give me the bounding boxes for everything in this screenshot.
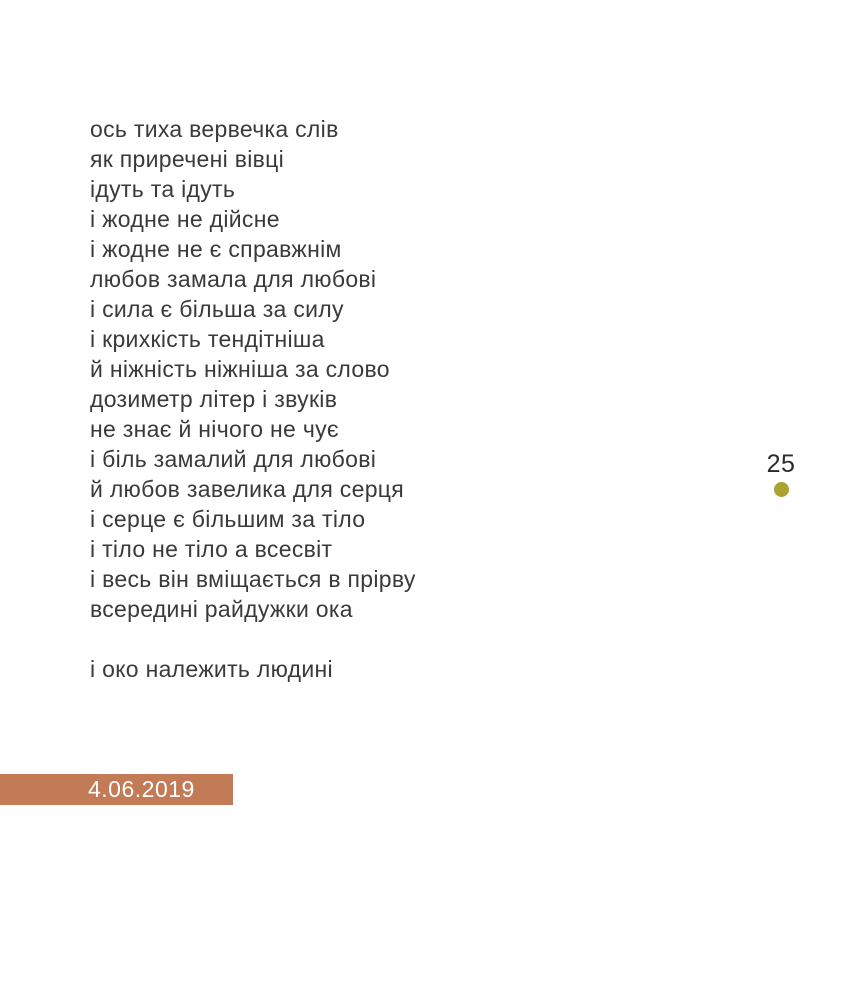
poem-line: і око належить людині: [90, 656, 333, 682]
page-marker: [757, 450, 805, 497]
poem-line: любов замала для любові: [90, 266, 377, 292]
poem-line: і тіло не тіло а всесвіт: [90, 536, 333, 562]
page-marker-dot-icon: [774, 482, 789, 497]
poem-date: 4.06.2019: [88, 776, 195, 802]
poem-line: і весь він вміщається в прірву: [90, 566, 416, 592]
poem-line: ось тиха вервечка слів: [90, 116, 339, 142]
poem: [90, 114, 416, 684]
poem-line: і крихкість тендітніша: [90, 326, 325, 352]
poem-line: всередині райдужки ока: [90, 596, 353, 622]
poem-line: і жодне не дійсне: [90, 206, 280, 232]
poem-line: як приречені вівці: [90, 146, 285, 172]
poem-line: і біль замалий для любові: [90, 446, 377, 472]
poem-line: і серце є більшим за тіло: [90, 506, 366, 532]
poem-line: ідуть та ідуть: [90, 176, 236, 202]
poem-line: й ніжність ніжніша за слово: [90, 356, 390, 382]
poem-line: не знає й нічого не чує: [90, 416, 339, 442]
poem-stanza-break: [90, 624, 416, 654]
poem-line: й любов завелика для серця: [90, 476, 405, 502]
poem-line: дозиметр літер і звуків: [90, 386, 338, 412]
page-number: 25: [766, 450, 796, 478]
poem-line: і жодне не є справжнім: [90, 236, 342, 262]
poem-line: і сила є більша за силу: [90, 296, 344, 322]
date-bar: [0, 774, 233, 805]
